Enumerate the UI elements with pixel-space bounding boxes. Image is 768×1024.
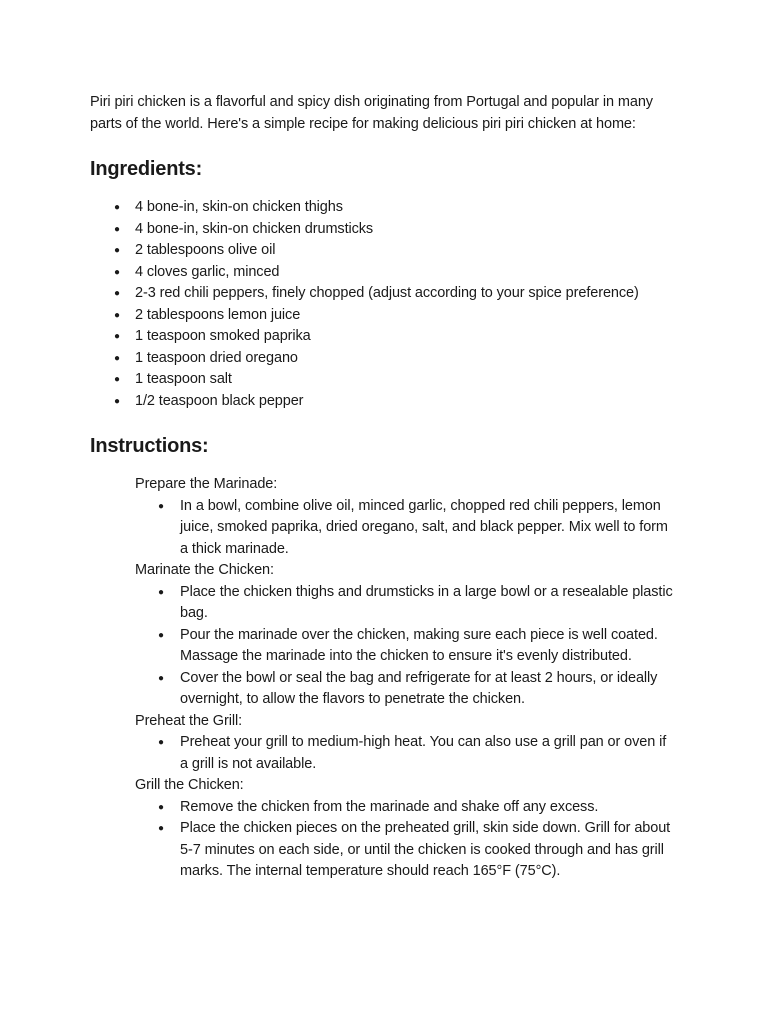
bullet-icon: ● xyxy=(114,245,120,256)
step-text: Place the chicken pieces on the preheated grill, skin side down. Grill for about 5-7 minutes on each side, or until the chicken is cooked through and has grill marks. The internal temperature should reach 165°F (75°C). xyxy=(180,820,671,879)
bullet-icon: ● xyxy=(158,737,164,748)
ingredient-text: 4 bone-in, skin-on chicken thighs xyxy=(135,199,343,215)
ingredient-text: 1 teaspoon smoked paprika xyxy=(135,328,311,344)
section-preheat-grill xyxy=(135,711,678,776)
bullet-icon: ● xyxy=(158,500,164,512)
step-text: Cover the bowl or seal the bag and refrigerate for at least 2 hours, or ideally overnight, to allow the flavors to penetrate the chicken. xyxy=(180,669,658,707)
bullet-icon: ● xyxy=(114,223,120,235)
bullet-icon: ● xyxy=(114,309,120,321)
ingredient-item xyxy=(114,391,678,413)
ingredient-item xyxy=(114,197,678,219)
bullet-icon: ● xyxy=(114,352,120,364)
ingredient-text: 1 teaspoon salt xyxy=(135,371,232,387)
section-title: Preheat the Grill: xyxy=(135,712,242,729)
intro-paragraph: Piri piri chicken is a flavorful and spicy dish originating from Portugal and popular in many parts of the world. Here's a simple recipe for making delicious piri piri chicken at home: xyxy=(90,94,653,132)
steps-list xyxy=(135,582,678,711)
bullet-icon: ● xyxy=(158,672,164,684)
step-item xyxy=(158,818,678,883)
bullet-icon: ● xyxy=(114,374,120,385)
steps-list xyxy=(135,496,678,561)
ingredient-item xyxy=(114,348,678,370)
steps-list xyxy=(135,732,678,775)
ingredient-item xyxy=(114,240,678,262)
ingredient-item xyxy=(114,219,678,241)
bullet-icon: ● xyxy=(114,266,120,278)
bullet-icon: ● xyxy=(158,823,164,834)
steps-list xyxy=(135,797,678,883)
bullet-icon: ● xyxy=(114,331,120,342)
step-item xyxy=(158,797,678,819)
step-text: Preheat your grill to medium-high heat. You can also use a grill pan or oven if a grill is not available. xyxy=(180,734,667,772)
section-marinate-chicken xyxy=(135,560,678,711)
ingredient-text: 4 bone-in, skin-on chicken drumsticks xyxy=(135,220,374,237)
ingredient-item xyxy=(114,369,678,391)
bullet-icon: ● xyxy=(158,586,164,598)
ingredient-text: 2 tablespoons lemon juice xyxy=(135,306,301,323)
step-text: Remove the chicken from the marinade and shake off any excess. xyxy=(180,798,599,815)
section-prepare-marinade xyxy=(135,474,678,560)
section-title: Marinate the Chicken: xyxy=(135,562,274,578)
bullet-icon: ● xyxy=(114,288,120,299)
bullet-icon: ● xyxy=(158,629,164,641)
section-title: Grill the Chicken: xyxy=(135,777,244,793)
step-item xyxy=(158,582,678,625)
step-item xyxy=(158,668,678,711)
step-item xyxy=(158,496,678,561)
step-item xyxy=(158,732,678,775)
ingredient-item xyxy=(114,326,678,348)
step-text: In a bowl, combine olive oil, minced garlic, chopped red chili peppers, lemon juice, smoked paprika, dried oregano, salt, and black pepper. Mix well to form a thick marinade. xyxy=(180,497,668,557)
step-text: Place the chicken thighs and drumsticks in a large bowl or a resealable plastic bag. xyxy=(180,583,673,621)
section-grill-chicken xyxy=(135,775,678,883)
ingredient-text: 1/2 teaspoon black pepper xyxy=(135,392,304,409)
section-title: Prepare the Marinade: xyxy=(135,476,278,492)
ingredient-text: 1 teaspoon dried oregano xyxy=(135,349,298,366)
ingredient-item xyxy=(114,305,678,327)
ingredient-text: 2 tablespoons olive oil xyxy=(135,242,276,258)
bullet-icon: ● xyxy=(158,801,164,813)
step-item xyxy=(158,625,678,668)
instructions-heading: Instructions: xyxy=(90,435,209,457)
ingredient-text: 2-3 red chili peppers, finely chopped (adjust according to your spice preference) xyxy=(135,285,639,301)
ingredient-item xyxy=(114,262,678,284)
step-text: Pour the marinade over the chicken, making sure each piece is well coated. Massage the marinade into the chicken to ensure it's evenly distributed. xyxy=(180,626,658,664)
ingredient-item xyxy=(114,283,678,305)
instructions-sections xyxy=(90,474,678,883)
bullet-icon: ● xyxy=(114,202,120,213)
ingredient-text: 4 cloves garlic, minced xyxy=(135,263,280,280)
ingredients-list xyxy=(90,197,678,412)
bullet-icon: ● xyxy=(114,395,120,407)
ingredients-heading: Ingredients: xyxy=(90,158,203,180)
